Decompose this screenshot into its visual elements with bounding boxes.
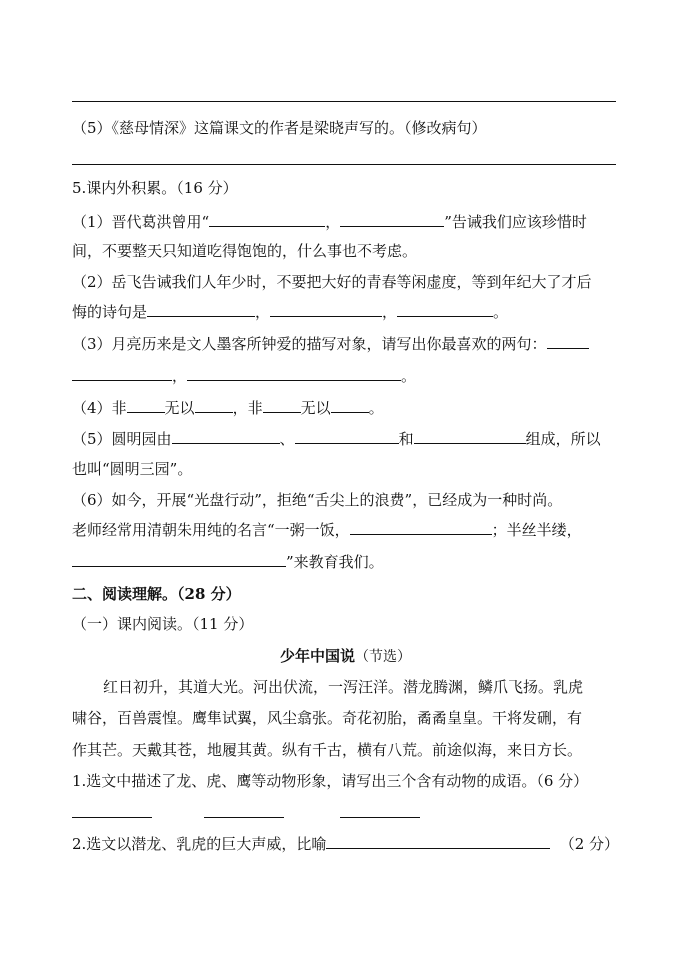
blank[interactable] — [209, 212, 325, 227]
answer-line — [72, 101, 616, 102]
text: ”来教育我们。 — [286, 553, 384, 571]
text: 2.选文以潜龙、乳虎的巨大声威，比喻 — [72, 835, 327, 853]
q5-item-6-cont — [72, 520, 619, 540]
blank[interactable] — [397, 302, 493, 317]
blank[interactable] — [340, 803, 420, 818]
q5-item-1-cont: 间，不要整天只知道吃得饱饱的，什么事也不考虑。 — [72, 242, 418, 260]
blank[interactable] — [326, 834, 550, 849]
text: （3）月亮历来是文人墨客所钟爱的描写对象，请写出你最喜欢的两句： — [72, 335, 547, 353]
blank[interactable] — [204, 803, 284, 818]
blank[interactable] — [72, 552, 286, 567]
text: 组成，所以 — [525, 430, 601, 448]
blank[interactable] — [295, 429, 399, 444]
question-1: 1.选文中描述了龙、虎、鹰等动物形象，请写出三个含有动物的成语。（6 分） — [72, 772, 589, 790]
text: ， — [325, 213, 341, 231]
passage-title: 少年中国说 — [279, 647, 355, 665]
text: 。 — [368, 399, 384, 417]
blank[interactable] — [350, 520, 492, 535]
part2-heading: 二、阅读理解。（28 分） — [72, 585, 241, 603]
blank[interactable] — [414, 429, 526, 444]
blank[interactable] — [72, 366, 172, 381]
blank[interactable] — [270, 302, 382, 317]
passage-line: 啸谷，百兽震惶。鹰隼试翼，风尘翕张。奇花初胎，矞矞皇皇。干将发硎，有 — [72, 709, 583, 727]
blank[interactable] — [331, 398, 369, 413]
text: （4）非 — [72, 399, 127, 417]
answer-line — [72, 164, 616, 165]
question-2 — [72, 834, 619, 854]
blank[interactable] — [547, 334, 589, 349]
passage-title-note: （节选） — [355, 649, 411, 665]
text: ，非 — [232, 399, 263, 417]
q5-item-3-cont — [72, 366, 619, 386]
part2-sub1: （一）课内阅读。（11 分） — [72, 615, 254, 633]
text: 。 — [401, 367, 417, 385]
blank[interactable] — [72, 803, 152, 818]
q5-item-3 — [72, 334, 619, 354]
q5-item-2: （2）岳飞告诫我们人年少时，不要把大好的青春等闲虚度，等到年纪大了才后 — [72, 273, 592, 291]
q5-item-5 — [72, 429, 619, 449]
q5-item-5-cont: 也叫“圆明三园”。 — [72, 460, 193, 478]
q5-item-6: （6）如今，开展“光盘行动”，拒绝“舌尖上的浪费”，已经成为一种时尚。 — [72, 491, 563, 509]
blank[interactable] — [127, 398, 165, 413]
blank[interactable] — [187, 366, 401, 381]
q4-item-5: （5）《慈母情深》这篇课文的作者是梁晓声写的。（修改病句） — [72, 119, 487, 137]
text: 无以 — [164, 399, 195, 417]
text: ， — [172, 367, 188, 385]
text: 无以 — [300, 399, 331, 417]
q5-item-4 — [72, 398, 619, 418]
text: ， — [382, 303, 398, 321]
text: 悔的诗句是 — [72, 303, 148, 321]
passage-title-line — [72, 646, 619, 667]
text: （1）晋代葛洪曾用“ — [72, 213, 210, 231]
blank[interactable] — [172, 429, 280, 444]
blank[interactable] — [263, 398, 301, 413]
text: 、 — [279, 430, 295, 448]
text: 老师经常用清朝朱用纯的名言“一粥一饭， — [72, 521, 350, 539]
text: ， — [255, 303, 271, 321]
question-1-answers — [72, 803, 619, 823]
passage-line: 作其芒。天戴其苍，地履其黄。纵有千古，横有八荒。前途似海，来日方长。 — [72, 741, 583, 759]
text: 和 — [398, 430, 414, 448]
text: 。 — [493, 303, 509, 321]
text: ”告诫我们应该珍惜时 — [444, 213, 587, 231]
q5-heading: 5.课内外积累。（16 分） — [72, 179, 238, 197]
passage-line: 红日初升，其道大光。河出伏流，一泻汪洋。潜龙腾渊，鳞爪飞扬。乳虎 — [103, 678, 584, 696]
q5-item-6-cont2 — [72, 552, 619, 572]
q5-item-2-cont — [72, 302, 619, 322]
blank[interactable] — [195, 398, 233, 413]
blank[interactable] — [147, 302, 255, 317]
q5-item-1 — [72, 212, 619, 232]
text: （5）圆明园由 — [72, 430, 172, 448]
question-2-score: （2 分） — [559, 835, 619, 853]
blank[interactable] — [340, 212, 444, 227]
text: ；半丝半缕， — [491, 521, 582, 539]
